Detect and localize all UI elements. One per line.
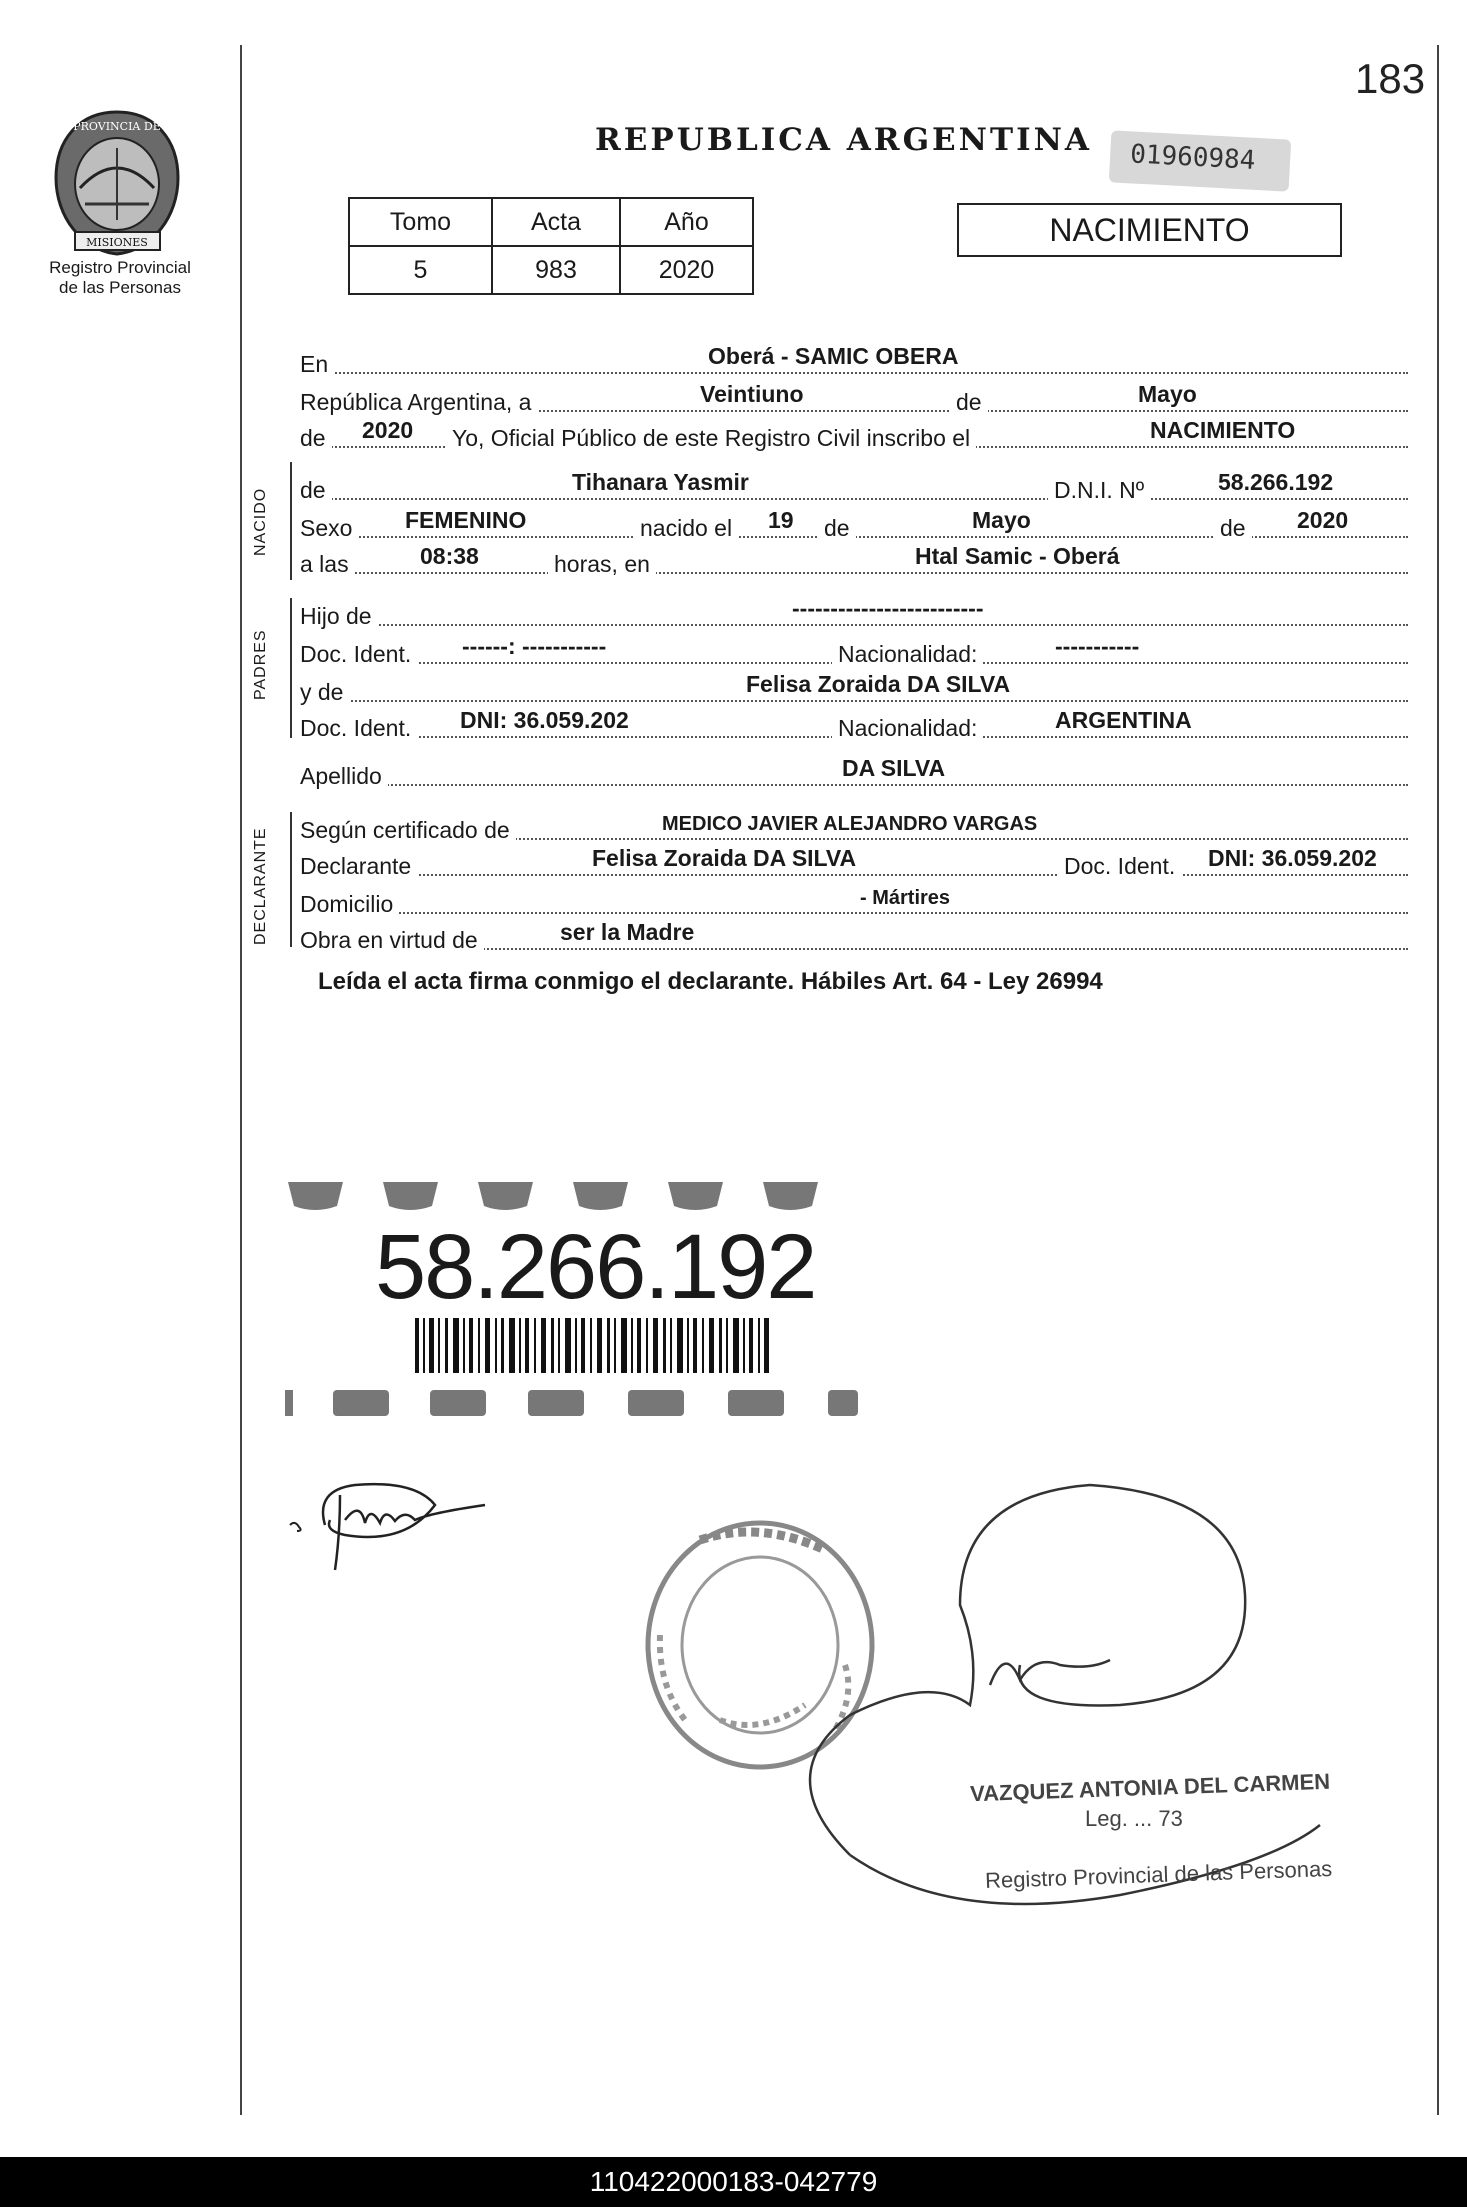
line-date [300, 378, 1408, 416]
domicilio-label: Domicilio [300, 891, 399, 918]
line-father-doc [300, 630, 1408, 668]
official-stamp-legajo: Leg. ... 73 [1085, 1806, 1183, 1831]
reason-value: ser la Madre [560, 919, 695, 945]
address-value: - Mártires [860, 887, 951, 909]
father-doc-label: Doc. Ident. [300, 641, 417, 668]
y-de-label: y de [300, 679, 349, 706]
barcode [415, 1318, 770, 1373]
province-seal-logo [50, 108, 185, 258]
oficial-text: Yo, Oficial Público de este Registro Civil inscribo el [446, 425, 976, 452]
name-value: Tihanara Yasmir [572, 469, 749, 495]
certificado-label: Según certificado de [300, 817, 516, 844]
document-type-box: NACIMIENTO [957, 203, 1342, 257]
nacido-section-bar [290, 462, 292, 580]
hijo-label: Hijo de [300, 603, 378, 630]
serial-number-stamp: 01960984 [1109, 130, 1291, 191]
line-reason [300, 916, 1408, 954]
de-label-4: de [818, 515, 856, 542]
line-name [300, 466, 1408, 504]
page-number: 183 [1355, 55, 1426, 102]
padres-section-bar [290, 598, 292, 738]
birth-month-value: Mayo [972, 507, 1031, 533]
official-stamp-registry: Registro Provincial de las Personas [984, 1855, 1333, 1894]
sexo-label: Sexo [300, 515, 358, 542]
declarante-section-bar [290, 812, 292, 947]
line-certificate [300, 806, 1408, 844]
mother-nationality-value: ARGENTINA [1055, 707, 1192, 733]
tomo-header: Tomo [349, 198, 492, 246]
father-value: ------------------------- [792, 595, 984, 621]
acta-value: 983 [492, 246, 620, 294]
de-label-5: de [1214, 515, 1252, 542]
republica-label: República Argentina, a [300, 389, 537, 416]
line-father [300, 592, 1408, 630]
footer-document-id: 110422000183-042779 [0, 2157, 1467, 2207]
line-mother-doc [300, 704, 1408, 742]
birth-time-value: 08:38 [420, 543, 479, 569]
birth-year-value: 2020 [1297, 507, 1349, 533]
mother-nationality-label: Nacionalidad: [832, 715, 983, 742]
country-heading: REPUBLICA ARGENTINA [595, 122, 1092, 158]
line-time-place [300, 540, 1408, 578]
nacido-side-label: NACIDO [252, 487, 269, 556]
logo-caption [30, 258, 210, 298]
logo-caption-line1: Registro Provincial [49, 258, 191, 277]
de-label-2: de [300, 425, 332, 452]
father-nationality-label: Nacionalidad: [832, 641, 983, 668]
left-margin-rule [240, 45, 242, 2115]
dni-value: 58.266.192 [1218, 469, 1334, 495]
month-value: Mayo [1138, 381, 1197, 407]
horas-label: horas, en [548, 551, 656, 578]
mother-doc-value: DNI: 36.059.202 [460, 707, 629, 733]
closing-statement: Leída el acta firma conmigo el declarante. Hábiles Art. 64 - Ley 26994 [318, 968, 1103, 995]
a-las-label: a las [300, 551, 355, 578]
day-words-value: Veintiuno [700, 381, 804, 407]
declarante-side-label: DECLARANTE [252, 827, 269, 945]
declarant-doc-value: DNI: 36.059.202 [1208, 845, 1377, 871]
line-place [300, 340, 1408, 378]
logo-seal-bottom-text: MISIONES [86, 236, 148, 249]
official-stamp-name: VAZQUEZ ANTONIA DEL CARMEN [969, 1768, 1331, 1807]
mother-value: Felisa Zoraida DA SILVA [746, 671, 1011, 697]
acta-header: Acta [492, 198, 620, 246]
ano-header: Año [620, 198, 753, 246]
certificate-value: MEDICO JAVIER ALEJANDRO VARGAS [662, 813, 1038, 835]
line-year [300, 414, 1408, 452]
register-table [348, 197, 754, 295]
line-sex-birth [300, 504, 1408, 542]
right-margin-rule [1437, 45, 1439, 2115]
de-label-1: de [950, 389, 988, 416]
year-value: 2020 [362, 417, 414, 443]
line-address [300, 880, 1408, 918]
declarant-doc-label: Doc. Ident. [1058, 853, 1181, 880]
de-label-3: de [300, 477, 332, 504]
barcode-number: 58.266.192 [375, 1216, 816, 1318]
en-label: En [300, 351, 334, 378]
place-value: Oberá - SAMIC OBERA [708, 343, 959, 369]
declarant-value: Felisa Zoraida DA SILVA [592, 845, 857, 871]
act-type-value: NACIMIENTO [1150, 417, 1296, 443]
declarante-label: Declarante [300, 853, 417, 880]
line-surname [300, 752, 1408, 790]
dni-label: D.N.I. Nº [1048, 477, 1150, 504]
mother-doc-label: Doc. Ident. [300, 715, 417, 742]
padres-side-label: PADRES [252, 629, 269, 700]
nacido-label: nacido el [634, 515, 738, 542]
obra-label: Obra en virtud de [300, 927, 484, 954]
declarant-signature [285, 1465, 515, 1575]
logo-caption-line2: de las Personas [59, 278, 181, 297]
birth-place-value: Htal Samic - Oberá [915, 543, 1120, 569]
sexo-value: FEMENINO [405, 507, 527, 533]
line-mother [300, 668, 1408, 706]
father-nationality-value: ----------- [1055, 633, 1140, 659]
line-declarant [300, 842, 1408, 880]
apellido-label: Apellido [300, 763, 388, 790]
tomo-value: 5 [349, 246, 492, 294]
ano-value: 2020 [620, 246, 753, 294]
father-doc-value: ------: ----------- [462, 633, 607, 659]
logo-seal-top-text: PROVINCIA DE [73, 120, 161, 133]
surname-value: DA SILVA [842, 755, 946, 781]
birth-day-value: 19 [768, 507, 794, 533]
